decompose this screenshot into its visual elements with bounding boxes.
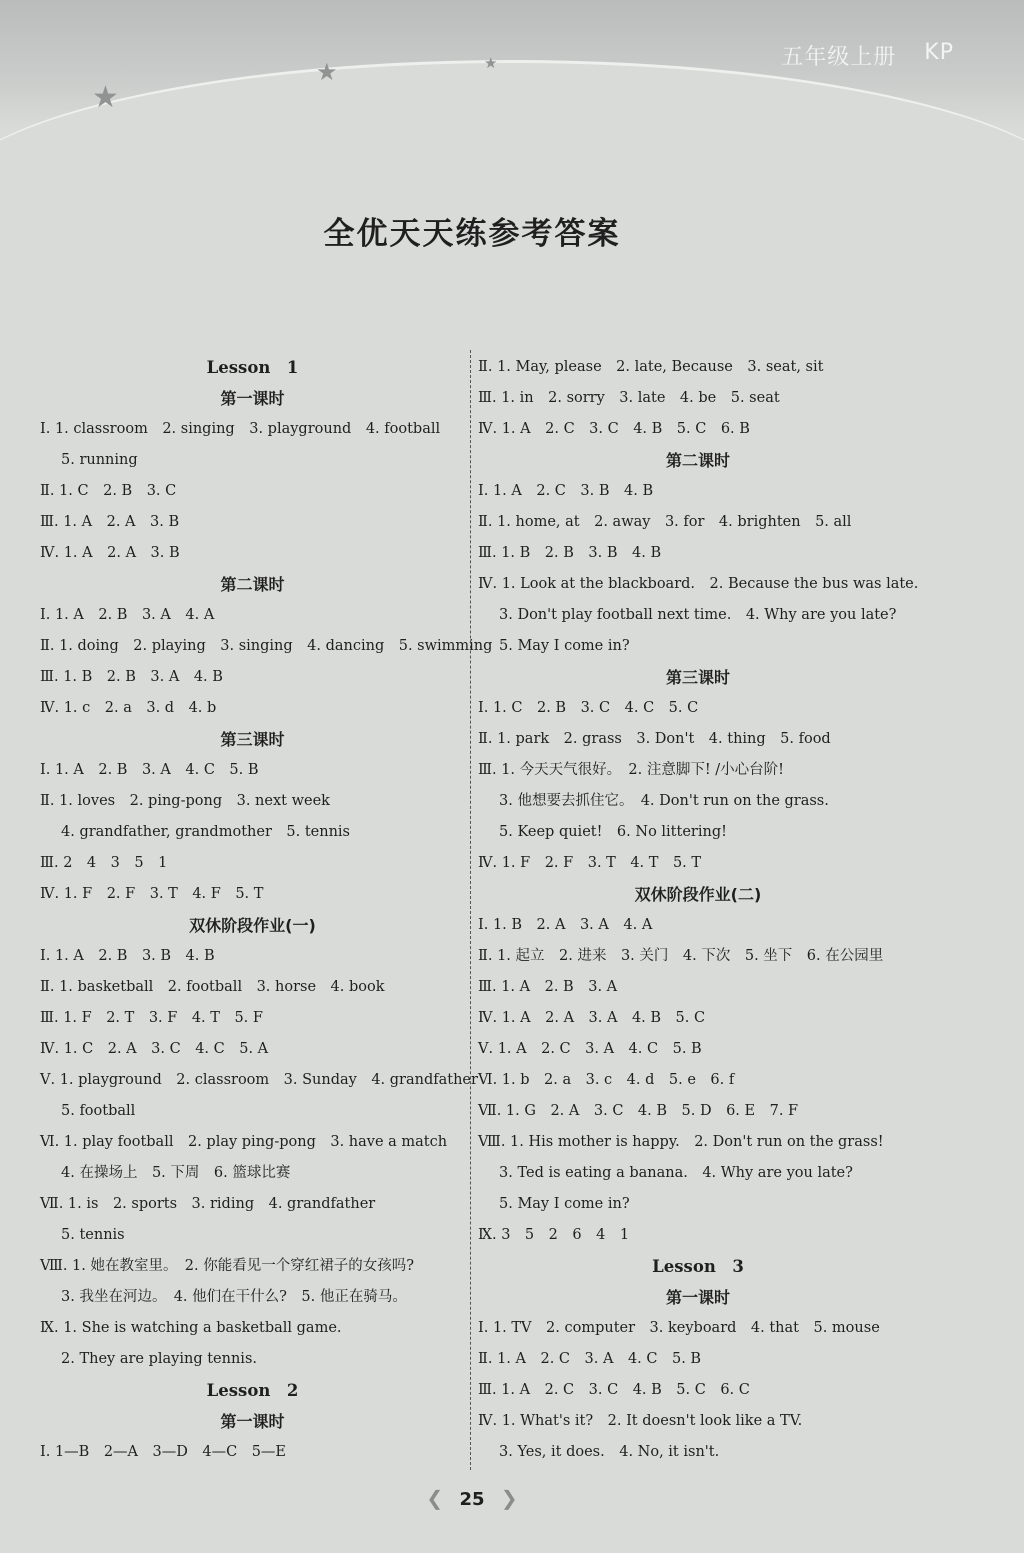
answer-line: Ⅲ. 1. B 2. B 3. B 4. B — [478, 545, 662, 561]
answer-line-continued: 3. 我坐在河边。 4. 他们在干什么? 5. 他正在骑马。 — [61, 1289, 407, 1305]
lesson-heading: Lesson 1 — [206, 358, 299, 377]
edition-label: KP — [924, 40, 954, 65]
answer-line: Ⅳ. 1. A 2. C 3. C 4. B 5. C 6. B — [478, 421, 750, 437]
answer-line-continued: 3. 他想要去抓住它。 4. Don't run on the grass. — [499, 793, 829, 809]
answer-line: Ⅷ. 1. 她在教室里。 2. 你能看见一个穿红裙子的女孩吗? — [40, 1258, 414, 1274]
answer-line-continued: 4. grandfather, grandmother 5. tennis — [61, 824, 350, 840]
answer-line: Ⅶ. 1. is 2. sports 3. riding 4. grandfather — [40, 1196, 376, 1212]
section-heading: 第二课时 — [665, 451, 730, 470]
answer-line-continued: 3. Ted is eating a banana. 4. Why are you late? — [499, 1165, 853, 1181]
section-heading: 第三课时 — [220, 730, 285, 749]
answer-line: Ⅳ. 1. A 2. A 3. B — [40, 545, 180, 561]
answer-line: Ⅶ. 1. G 2. A 3. C 4. B 5. D 6. E 7. F — [478, 1103, 799, 1119]
header-label — [781, 40, 954, 71]
answer-line: Ⅱ. 1. park 2. grass 3. Don't 4. thing 5. food — [478, 731, 831, 747]
answer-line: Ⅳ. 1. Look at the blackboard. 2. Because the bus was late. — [478, 576, 919, 592]
answer-line: Ⅰ. 1. C 2. B 3. C 4. C 5. C — [478, 700, 699, 716]
answer-line-continued: 5. May I come in? — [499, 638, 630, 654]
answer-line: Ⅳ. 1. c 2. a 3. d 4. b — [40, 700, 217, 716]
answer-line-continued: 3. Yes, it does. 4. No, it isn't. — [499, 1444, 720, 1460]
answer-line: Ⅰ. 1. A 2. B 3. A 4. A — [40, 607, 215, 623]
answer-line: Ⅱ. 1. A 2. C 3. A 4. C 5. B — [478, 1351, 702, 1367]
answer-line-continued: 5. Keep quiet! 6. No littering! — [499, 824, 727, 840]
answer-line: Ⅱ. 1. loves 2. ping-pong 3. next week — [40, 793, 330, 809]
answer-line: Ⅰ. 1—B 2—A 3—D 4—C 5—E — [40, 1444, 287, 1460]
answer-line: Ⅲ. 1. F 2. T 3. F 4. T 5. F — [40, 1010, 263, 1026]
section-heading: 第一课时 — [665, 1288, 730, 1307]
answer-line: Ⅱ. 1. basketball 2. football 3. horse 4. book — [40, 979, 385, 995]
answer-line: Ⅲ. 1. A 2. B 3. A — [478, 979, 618, 995]
section-heading: 第一课时 — [220, 389, 285, 408]
section-heading: 双休阶段作业(二) — [634, 885, 762, 904]
answer-line: Ⅱ. 1. 起立 2. 进来 3. 关门 4. 下次 5. 坐下 6. 在公园里 — [478, 948, 884, 964]
answer-line: Ⅲ. 2 4 3 5 1 — [40, 855, 168, 871]
page-number: 25 — [459, 1489, 485, 1510]
answer-line-continued: 5. football — [61, 1103, 136, 1119]
answer-line: Ⅲ. 1. in 2. sorry 3. late 4. be 5. seat — [478, 390, 780, 406]
answer-line: Ⅱ. 1. doing 2. playing 3. singing 4. dancing 5. swimming — [40, 638, 493, 654]
answer-line: Ⅰ. 1. classroom 2. singing 3. playground 4. football — [40, 421, 441, 437]
answer-line: Ⅵ. 1. play football 2. play ping-pong 3. have a match — [40, 1134, 448, 1150]
answer-line: Ⅰ. 1. TV 2. computer 3. keyboard 4. that 5. mouse — [478, 1320, 880, 1336]
answer-line-continued: 3. Don't play football next time. 4. Why are you late? — [499, 607, 897, 623]
grade-label: 五年级上册 — [781, 45, 897, 70]
section-heading: 第二课时 — [220, 575, 285, 594]
answer-line-continued: 4. 在操场上 5. 下周 6. 篮球比赛 — [61, 1165, 291, 1181]
chevron-right-icon: ❯ — [500, 1486, 518, 1510]
section-heading: 双休阶段作业(一) — [189, 916, 316, 935]
answer-line-continued: 2. They are playing tennis. — [61, 1351, 257, 1367]
answer-line: Ⅳ. 1. F 2. F 3. T 4. T 5. T — [478, 855, 702, 871]
answer-line-continued: 5. running — [61, 452, 138, 468]
star-icon: ★ — [484, 54, 498, 72]
answer-line-continued: 5. tennis — [61, 1227, 125, 1243]
answer-line: Ⅰ. 1. A 2. B 3. B 4. B — [40, 948, 215, 964]
page-title: 全优天天练参考答案 — [323, 216, 621, 252]
answer-line: Ⅱ. 1. home, at 2. away 3. for 4. brighten 5. all — [478, 514, 852, 530]
answer-line: Ⅳ. 1. A 2. A 3. A 4. B 5. C — [478, 1010, 706, 1026]
section-heading: 第一课时 — [220, 1412, 285, 1431]
answer-line: Ⅲ. 1. B 2. B 3. A 4. B — [40, 669, 223, 685]
answer-line: Ⅳ. 1. F 2. F 3. T 4. F 5. T — [40, 886, 264, 902]
answer-line-continued: 5. May I come in? — [499, 1196, 630, 1212]
answer-line: Ⅰ. 1. B 2. A 3. A 4. A — [478, 917, 653, 933]
lesson-heading: Lesson 2 — [206, 1381, 299, 1400]
answer-line: Ⅳ. 1. C 2. A 3. C 4. C 5. A — [40, 1041, 269, 1057]
section-heading: 第三课时 — [665, 668, 730, 687]
answer-line: Ⅴ. 1. playground 2. classroom 3. Sunday 4. grandfather — [40, 1072, 478, 1088]
answer-line: Ⅱ. 1. May, please 2. late, Because 3. seat, sit — [478, 359, 824, 375]
lesson-heading: Lesson 3 — [652, 1257, 744, 1276]
column-divider — [470, 350, 471, 1470]
answer-line: Ⅲ. 1. A 2. C 3. C 4. B 5. C 6. C — [478, 1382, 750, 1398]
answer-line: Ⅲ. 1. A 2. A 3. B — [40, 514, 180, 530]
star-icon: ★ — [92, 80, 119, 115]
answer-line: Ⅰ. 1. A 2. B 3. A 4. C 5. B — [40, 762, 259, 778]
answer-line: Ⅱ. 1. C 2. B 3. C — [40, 483, 177, 499]
star-icon: ★ — [316, 58, 338, 86]
answer-line: Ⅳ. 1. What's it? 2. It doesn't look like a TV. — [478, 1413, 803, 1429]
answer-column-left — [40, 352, 493, 1468]
chevron-left-icon: ❮ — [426, 1486, 444, 1510]
answer-line: Ⅰ. 1. A 2. C 3. B 4. B — [478, 483, 654, 499]
answer-line: Ⅴ. 1. A 2. C 3. A 4. C 5. B — [478, 1041, 702, 1057]
answer-line: Ⅵ. 1. b 2. a 3. c 4. d 5. e 6. f — [478, 1072, 735, 1088]
page-footer — [0, 1486, 944, 1510]
answer-line: Ⅷ. 1. His mother is happy. 2. Don't run on the grass! — [478, 1134, 884, 1150]
answer-line: Ⅸ. 1. She is watching a basketball game. — [40, 1320, 342, 1336]
answer-line: Ⅸ. 3 5 2 6 4 1 — [478, 1227, 630, 1243]
answer-line: Ⅲ. 1. 今天天气很好。 2. 注意脚下! /小心台阶! — [478, 762, 784, 778]
answer-column-right — [478, 352, 918, 1468]
